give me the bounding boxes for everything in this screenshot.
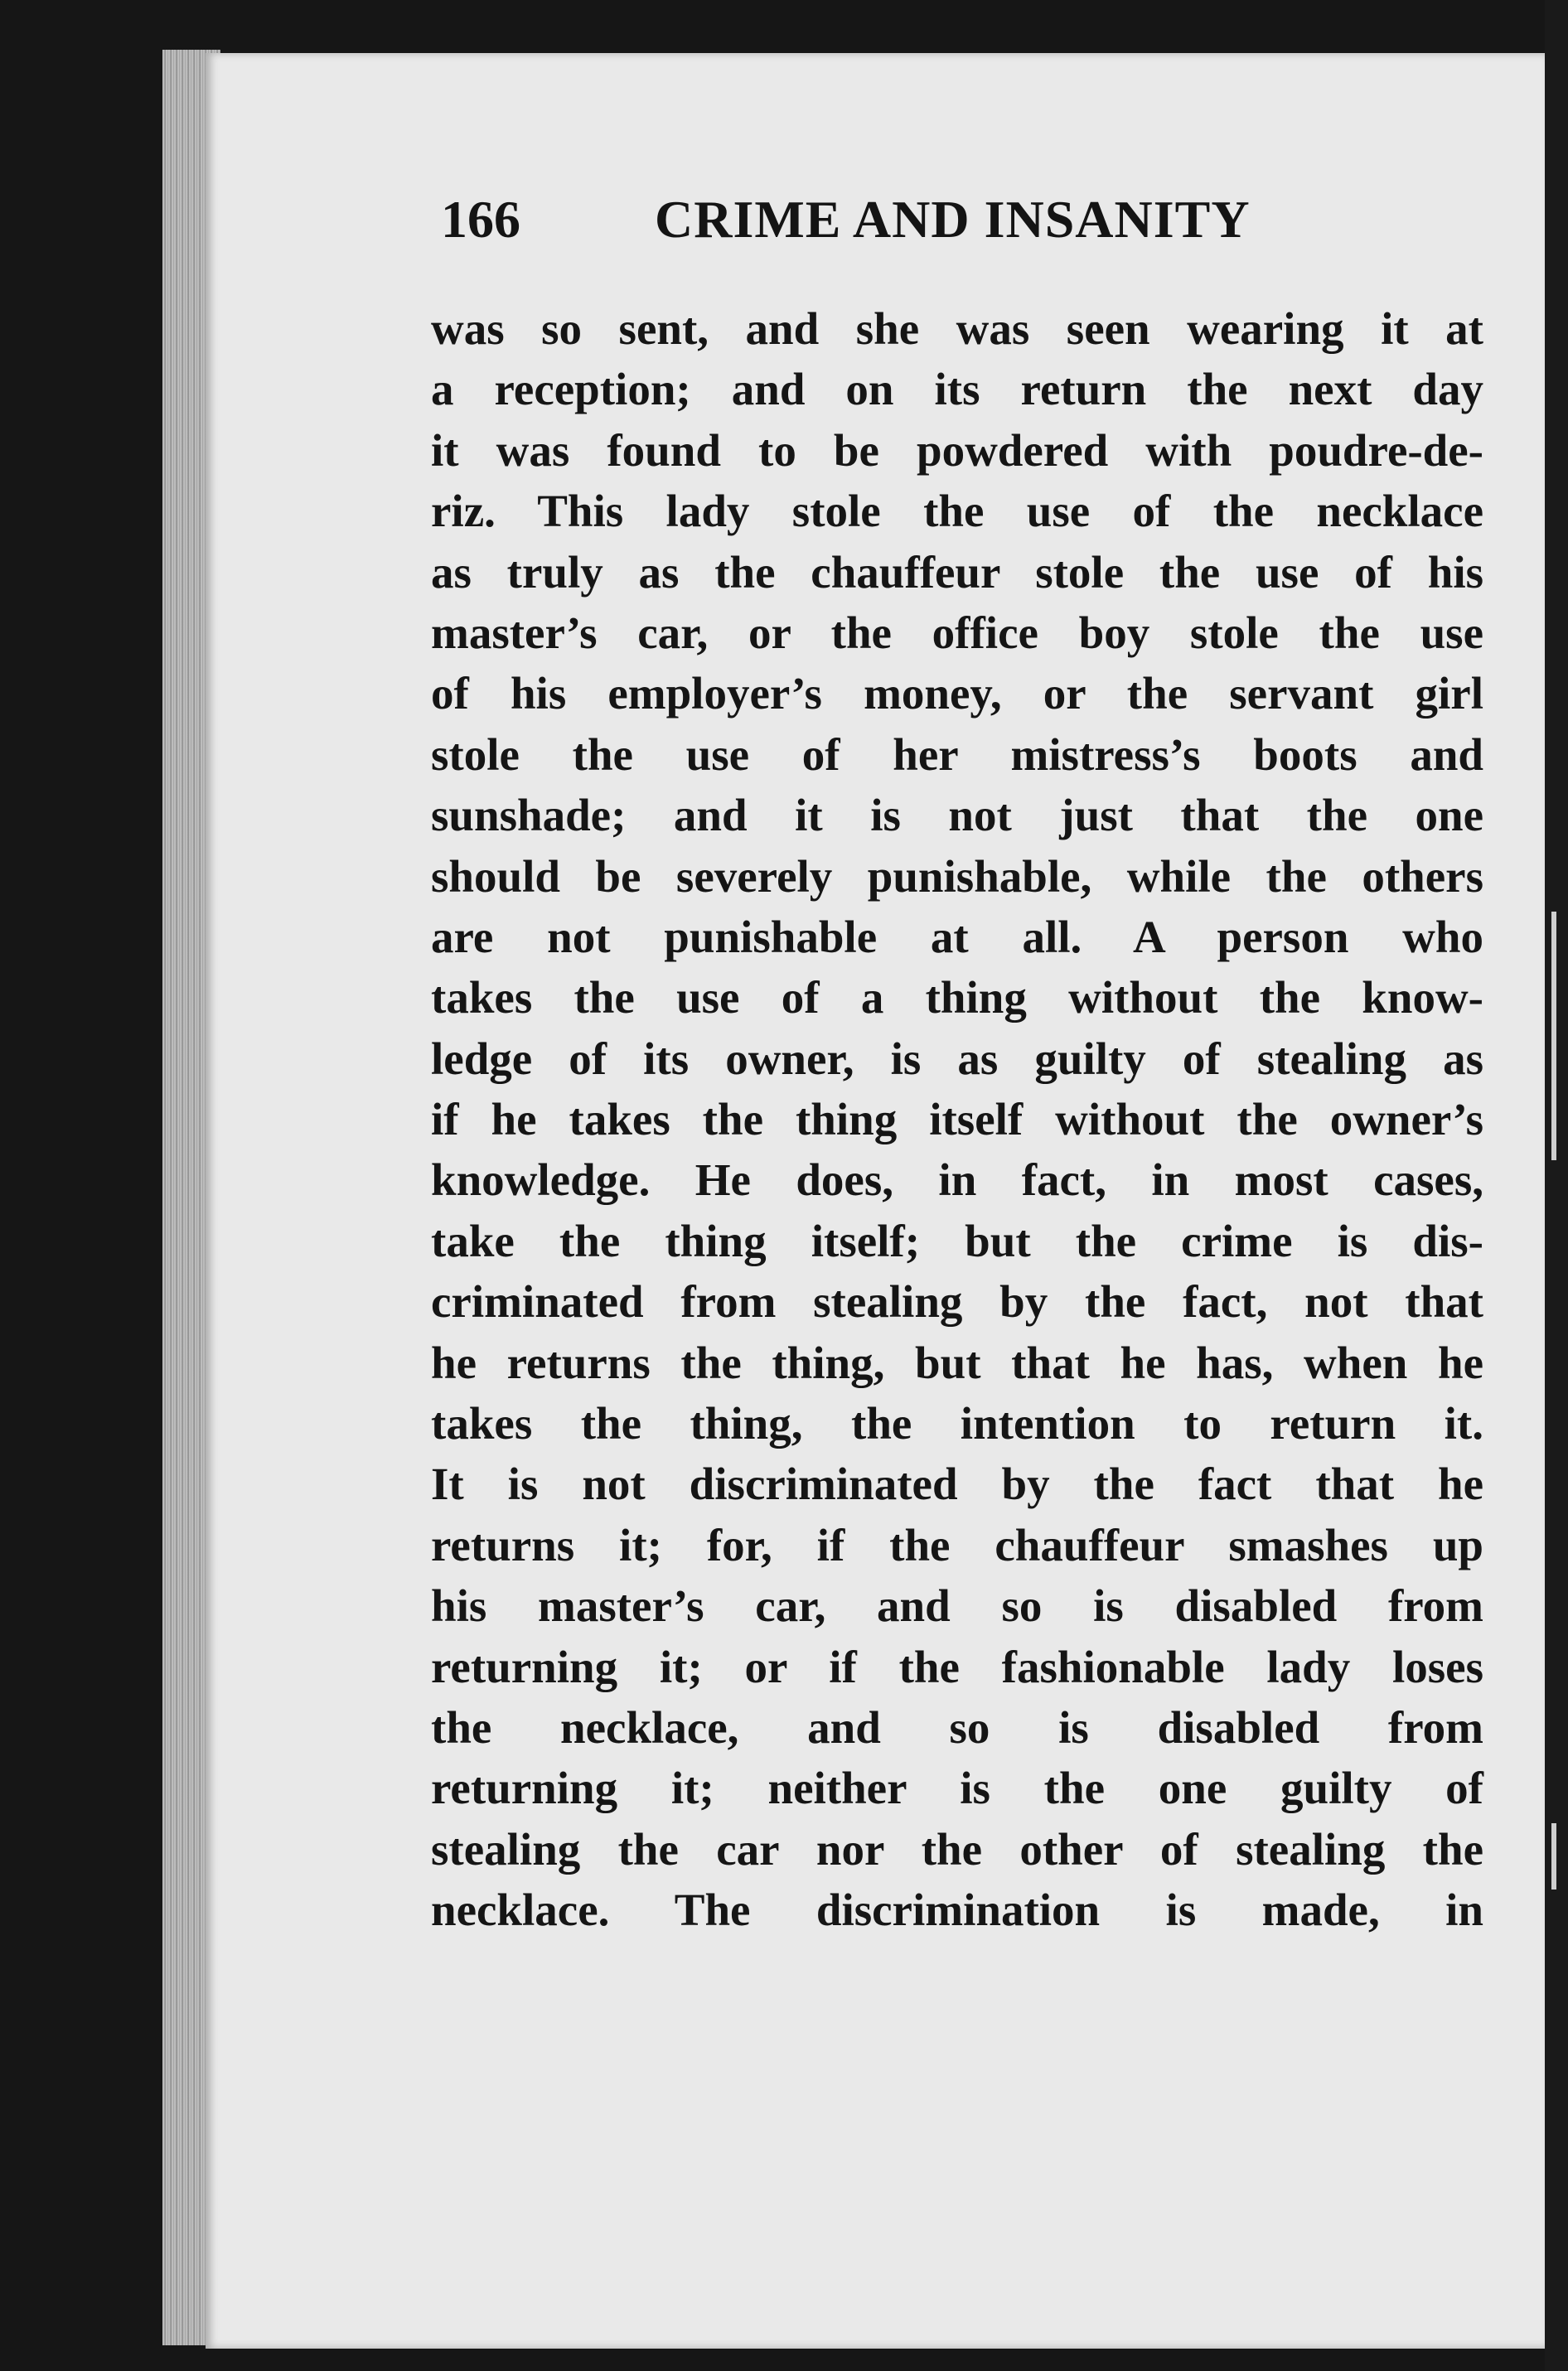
text-line: master’s car, or the office boy stole the use: [431, 607, 1483, 658]
text-line: criminated from stealing by the fact, not that: [431, 1276, 1483, 1328]
text-line: returning it; neither is the one guilty of: [431, 1763, 1483, 1814]
text-line: he returns the thing, but that he has, when he: [431, 1337, 1483, 1388]
scan-border-right: [1545, 0, 1568, 2371]
page-header: [441, 189, 1319, 264]
text-line: should be severely punishable, while the others: [431, 850, 1483, 902]
text-line: riz. This lady stole the use of the necklace: [431, 486, 1483, 537]
text-line: as truly as the chauffeur stole the use of his: [431, 546, 1483, 598]
text-line: takes the thing, the intention to return it.: [431, 1398, 1483, 1449]
text-line: returning it; or if the fashionable lady loses: [431, 1641, 1483, 1692]
body-text: [431, 298, 1483, 1941]
text-line: of his employer’s money, or the servant girl: [431, 668, 1483, 719]
text-line: ledge of its owner, is as guilty of stealing as: [431, 1033, 1483, 1084]
text-line: it was found to be powdered with poudre-de-: [431, 424, 1483, 476]
text-line: if he takes the thing itself without the owner’s: [431, 1094, 1483, 1145]
text-line: are not punishable at all. A person who: [431, 911, 1483, 962]
text-line: takes the use of a thing without the know-: [431, 972, 1483, 1023]
edge-mark: [1551, 912, 1556, 1160]
text-line: stealing the car nor the other of stealing the: [431, 1823, 1483, 1875]
running-head: CRIME AND INSANITY: [655, 190, 1251, 249]
text-line: was so sent, and she was seen wearing it at: [431, 303, 1483, 354]
text-line: take the thing itself; but the crime is dis-: [431, 1215, 1483, 1266]
text-line: returns it; for, if the chauffeur smashes up: [431, 1519, 1483, 1570]
text-line: necklace. The discrimination is made, in: [431, 1885, 1483, 1936]
page-number: 166: [441, 190, 520, 249]
text-line: sunshade; and it is not just that the one: [431, 790, 1483, 841]
text-line: a reception; and on its return the next day: [431, 364, 1483, 415]
text-line: knowledge. He does, in fact, in most cases,: [431, 1154, 1483, 1206]
edge-mark: [1551, 1823, 1556, 1890]
text-line: stole the use of her mistress’s boots and: [431, 728, 1483, 780]
text-line: the necklace, and so is disabled from: [431, 1701, 1483, 1753]
text-line: his master’s car, and so is disabled from: [431, 1580, 1483, 1632]
text-line: It is not discriminated by the fact that he: [431, 1459, 1483, 1510]
